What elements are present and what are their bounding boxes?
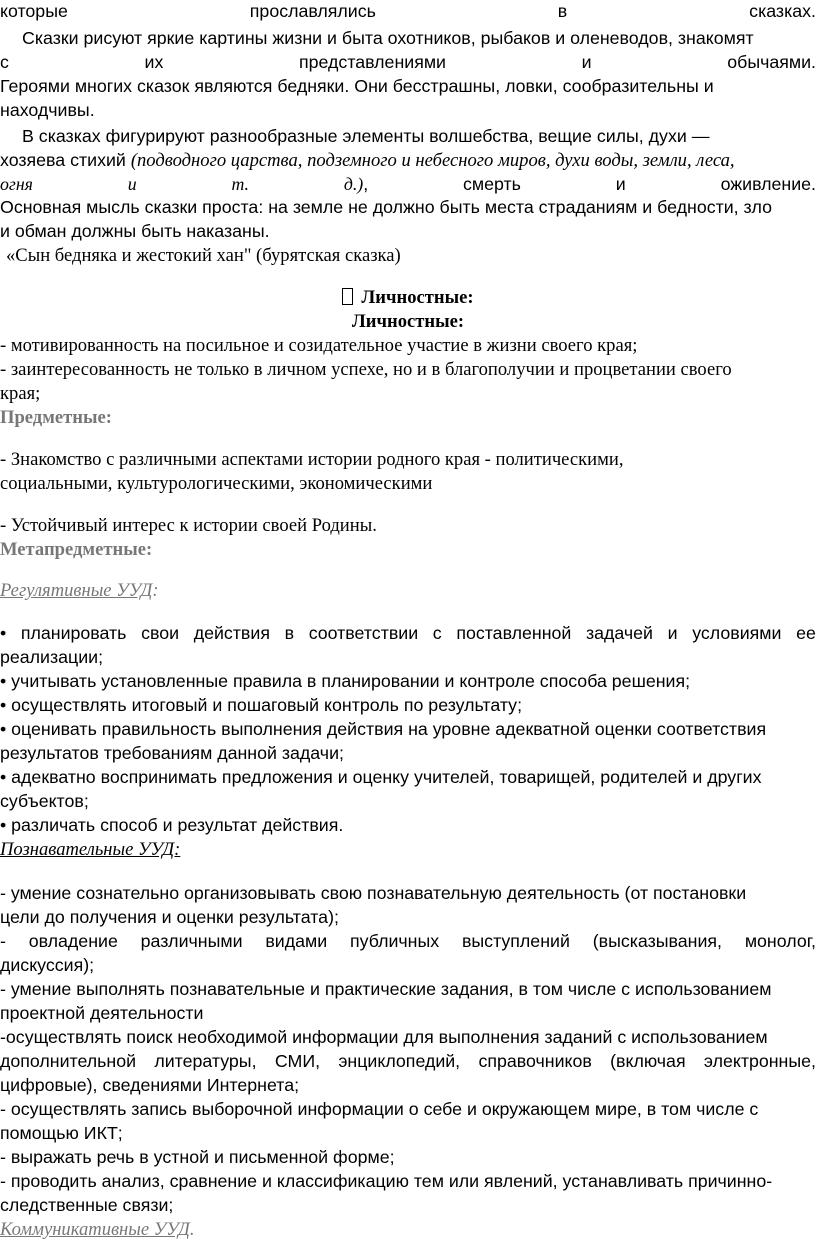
word: и bbox=[581, 52, 592, 72]
regulatory-item: • учитывать установленные правила в планировании и контроле способа решения; bbox=[0, 671, 691, 691]
cognitive-item: - выражать речь в устной и письменной форме; bbox=[0, 1147, 395, 1167]
word: электронные, bbox=[703, 1051, 816, 1071]
word: ее bbox=[796, 623, 816, 643]
subject-item: социальными, культурологическими, экономическими bbox=[0, 473, 433, 494]
subject-item: - Устойчивый интерес к истории своей Родины. bbox=[0, 515, 377, 536]
word: соответствии bbox=[308, 623, 419, 643]
personal-heading-1 bbox=[0, 286, 816, 309]
heading-text: Регулятивные УУД bbox=[0, 580, 153, 601]
heading-text: Личностные: bbox=[361, 287, 474, 308]
regulatory-line-1 bbox=[0, 622, 816, 645]
word: литературы, bbox=[154, 1051, 257, 1071]
cognitive-item: цифровые), сведениями Интернета; bbox=[0, 1075, 300, 1095]
fairy-line-7 bbox=[0, 149, 816, 172]
word: в bbox=[284, 623, 295, 643]
cognitive-item: цели до получения и оценки результата); bbox=[0, 907, 339, 927]
cognitive-line-3 bbox=[0, 930, 816, 953]
word: различными bbox=[140, 931, 243, 951]
word: и bbox=[615, 174, 626, 194]
word: видами bbox=[265, 931, 328, 951]
fairy-line-10: и обман должны быть наказаны. bbox=[0, 221, 270, 241]
cognitive-item: -осуществлять поиск необходимой информации для выполнения заданий с использованием bbox=[0, 1027, 768, 1047]
subject-item: - Знакомство с различными аспектами истории родного края - политическими, bbox=[0, 449, 624, 470]
regulatory-item: результатов требованиям данной задачи; bbox=[0, 743, 344, 763]
text-span: хозяева стихий bbox=[0, 150, 126, 170]
word: огня bbox=[0, 174, 33, 194]
regulatory-item: субъектов; bbox=[0, 791, 89, 811]
fairy-line-2: Сказки рисуют яркие картины жизни и быта охотников, рыбаков и оленеводов, знакомят bbox=[22, 28, 754, 48]
word: в bbox=[557, 1, 568, 21]
word: справочников bbox=[478, 1051, 592, 1071]
word: овладение bbox=[28, 931, 118, 951]
word: • bbox=[0, 623, 7, 643]
word: оживление. bbox=[720, 174, 816, 194]
fairy-line-6: В сказках фигурируют разнообразные элементы волшебства, вещие силы, духи — bbox=[22, 126, 710, 146]
heading-dot: . bbox=[189, 1219, 195, 1240]
fairy-tale-title: «Сын бедняка и жестокий хан" (бурятская сказка) bbox=[6, 245, 401, 266]
word: действия bbox=[193, 623, 270, 643]
fairy-line-5: находчивы. bbox=[0, 100, 95, 120]
cognitive-item: - осуществлять запись выборочной информации о себе и окружающем мире, в том числе с bbox=[0, 1099, 759, 1119]
cognitive-item: следственные связи; bbox=[0, 1195, 174, 1215]
regulatory-item: • оценивать правильность выполнения действия на уровне адекватной оценки соответствия bbox=[0, 719, 767, 739]
cognitive-item: помощью ИКТ; bbox=[0, 1123, 123, 1143]
word: т. bbox=[231, 174, 250, 194]
word: свои bbox=[141, 623, 180, 643]
word: обычаями. bbox=[727, 52, 816, 72]
word: задачей bbox=[585, 623, 653, 643]
regulatory-item: • различать способ и результат действия. bbox=[0, 815, 344, 835]
heading-colon: : bbox=[152, 580, 159, 601]
checkbox-icon bbox=[342, 288, 353, 305]
word: их bbox=[144, 52, 164, 72]
word: , bbox=[363, 174, 369, 194]
personal-item: - мотивированность на посильное и созидательное участие в жизни своего края; bbox=[0, 335, 638, 356]
personal-item: края; bbox=[0, 383, 41, 404]
fairy-line-4: Героями многих сказок являются бедняки. Они бесстрашны, ловки, сообразительны и bbox=[0, 76, 714, 96]
word: прославлялись bbox=[249, 1, 376, 21]
regulatory-heading bbox=[0, 579, 816, 602]
subject-heading: Предметные: bbox=[0, 407, 112, 428]
communicative-heading bbox=[0, 1218, 816, 1241]
fairy-line-3 bbox=[0, 51, 816, 74]
word: энциклопедий, bbox=[338, 1051, 461, 1071]
word: с bbox=[0, 52, 9, 72]
word: смерть bbox=[463, 174, 521, 194]
fairy-line-9: Основная мысль сказки проста: на земле не должно быть места страданиям и бедности, зло bbox=[0, 197, 772, 217]
regulatory-item: • адекватно воспринимать предложения и оценку учителей, товарищей, родителей и других bbox=[0, 767, 762, 787]
personal-item: - заинтересованность не только в личном успехе, но и в благополучии и процветании своего bbox=[0, 359, 732, 380]
word: выступлений bbox=[461, 931, 570, 951]
cognitive-item: - проводить анализ, сравнение и классификацию тем или явлений, устанавливать причинно- bbox=[0, 1171, 773, 1191]
word: поставленной bbox=[456, 623, 572, 643]
cognitive-item: проектной деятельности bbox=[0, 1003, 204, 1023]
word: (включая bbox=[610, 1051, 686, 1071]
word: дополнительной bbox=[0, 1051, 137, 1071]
word: и bbox=[667, 623, 678, 643]
cognitive-item: - умение сознательно организовывать свою познавательную деятельность (от постановки bbox=[0, 883, 747, 903]
word: и bbox=[127, 174, 137, 194]
word: с bbox=[432, 623, 442, 643]
cognitive-heading: Познавательные УУД: bbox=[0, 839, 181, 860]
word: СМИ, bbox=[274, 1051, 321, 1071]
word: которые bbox=[0, 1, 68, 21]
word: (высказывания, bbox=[592, 931, 722, 951]
word: - bbox=[0, 931, 6, 951]
cognitive-line-8 bbox=[0, 1050, 816, 1073]
regulatory-item: реализации; bbox=[0, 647, 104, 667]
word: условиями bbox=[692, 623, 782, 643]
word: планировать bbox=[20, 623, 127, 643]
heading-text: Коммуникативные УУД bbox=[0, 1219, 190, 1240]
regulatory-item: • осуществлять итоговый и пошаговый контроль по результату; bbox=[0, 695, 523, 715]
meta-heading: Метапредметные: bbox=[0, 539, 153, 560]
fairy-line-8 bbox=[0, 173, 816, 196]
word: д.) bbox=[343, 174, 364, 194]
cognitive-item: - умение выполнять познавательные и практические задания, в том числе с использованием bbox=[0, 979, 772, 999]
fairy-line-1 bbox=[0, 0, 816, 23]
personal-heading-2: Личностные: bbox=[351, 311, 465, 332]
cognitive-item: дискуссия); bbox=[0, 955, 95, 975]
word: публичных bbox=[349, 931, 440, 951]
word: монолог, bbox=[744, 931, 816, 951]
word: представлениями bbox=[299, 52, 446, 72]
italic-span: (подводного царства, подземного и небесного миров, духи воды, земли, леса, bbox=[130, 150, 735, 171]
word: сказках. bbox=[749, 1, 816, 21]
